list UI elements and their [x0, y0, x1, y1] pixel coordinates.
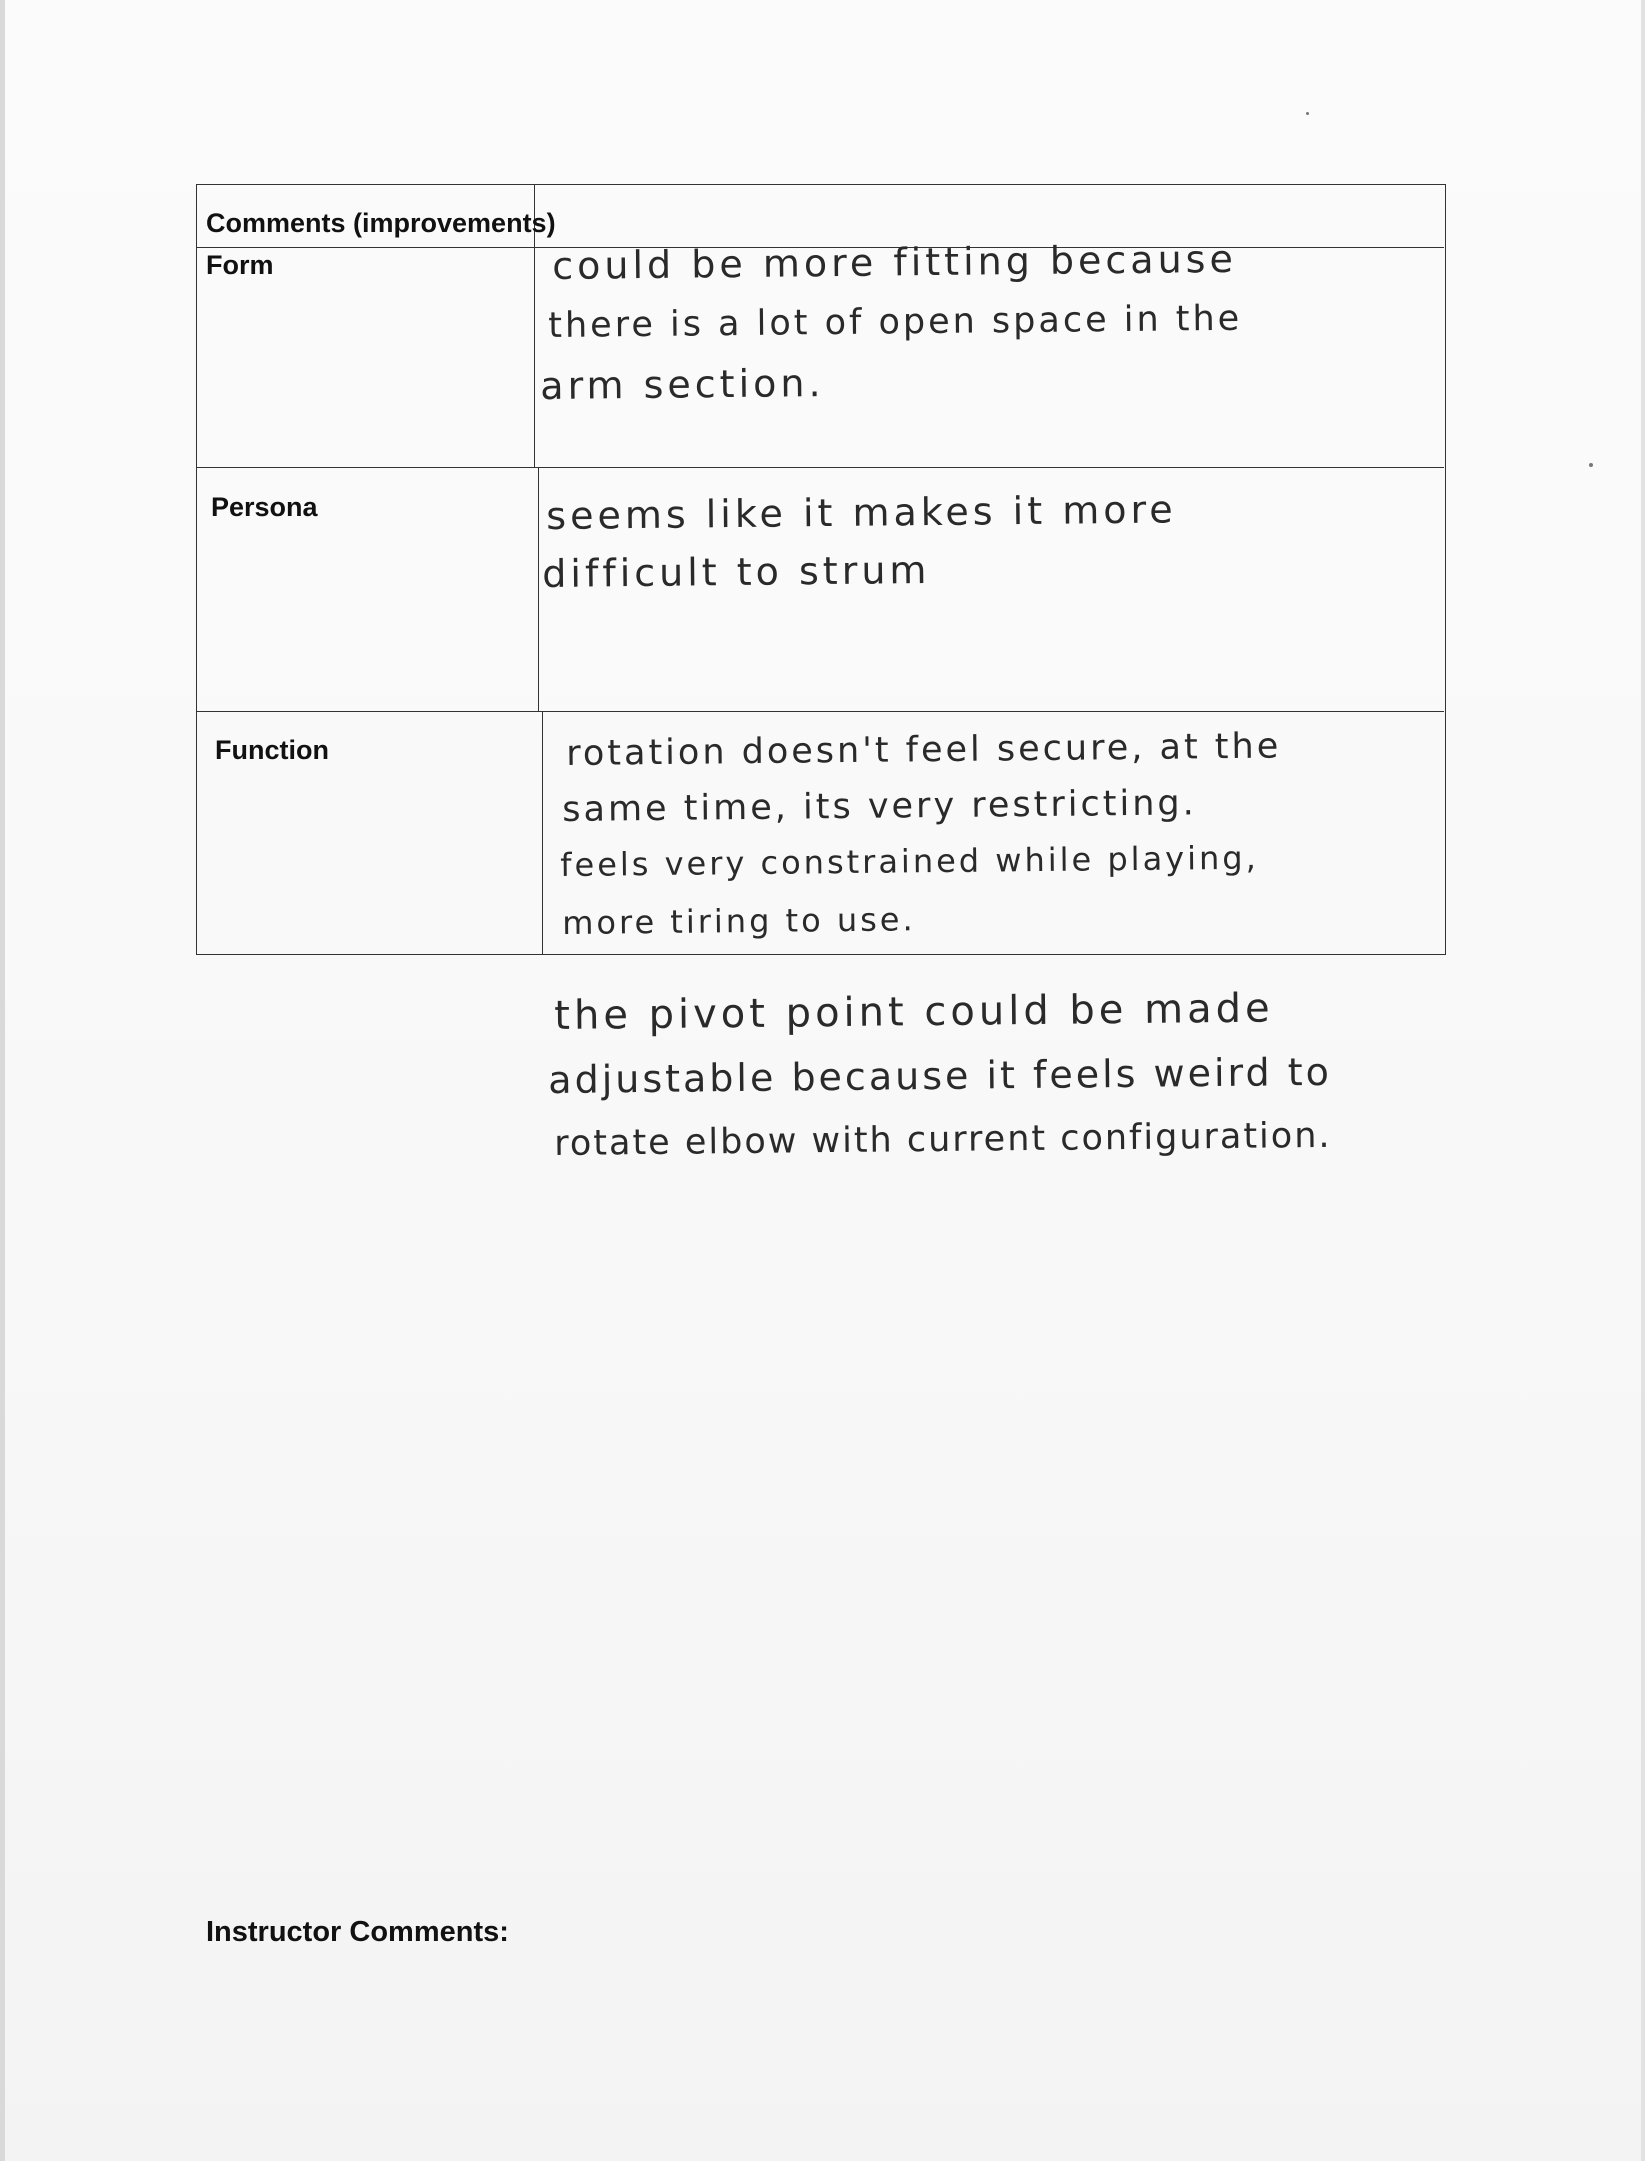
form-comment-line-3: arm section. [540, 361, 825, 408]
extra-note-line-3: rotate elbow with current configuration. [554, 1115, 1332, 1164]
scan-speck [1306, 112, 1309, 115]
scan-right-edge [1641, 0, 1645, 2161]
scan-left-edge [0, 0, 5, 2161]
extra-note-line-1: the pivot point could be made [554, 985, 1274, 1039]
persona-comment-line-1: seems like it makes it more [546, 487, 1177, 538]
function-comment-line-1: rotation doesn't feel secure, at the [566, 726, 1282, 774]
row-label-persona: Persona [211, 492, 318, 522]
row-divider-form-persona [197, 467, 1444, 468]
extra-note-line-2: adjustable because it feels weird to [548, 1049, 1333, 1102]
persona-comment-line-2: difficult to strum [542, 547, 931, 596]
function-comment-line-3: feels very constrained while playing, [560, 838, 1259, 884]
table-header-title: Comments (improvements) [206, 208, 556, 238]
function-comment-line-4: more tiring to use. [562, 900, 916, 942]
instructor-comments-label: Instructor Comments: [206, 1916, 509, 1948]
row-label-function: Function [215, 735, 329, 765]
row-divider-persona-function [197, 711, 1444, 712]
column-divider-persona [538, 467, 539, 711]
column-divider-function [542, 711, 543, 954]
row-label-form: Form [206, 250, 274, 280]
function-comment-line-2: same time, its very restricting. [562, 783, 1197, 830]
scan-speck [1589, 463, 1593, 467]
form-comment-line-2: there is a lot of open space in the [548, 298, 1243, 346]
form-comment-line-1: could be more fitting because [552, 236, 1238, 288]
